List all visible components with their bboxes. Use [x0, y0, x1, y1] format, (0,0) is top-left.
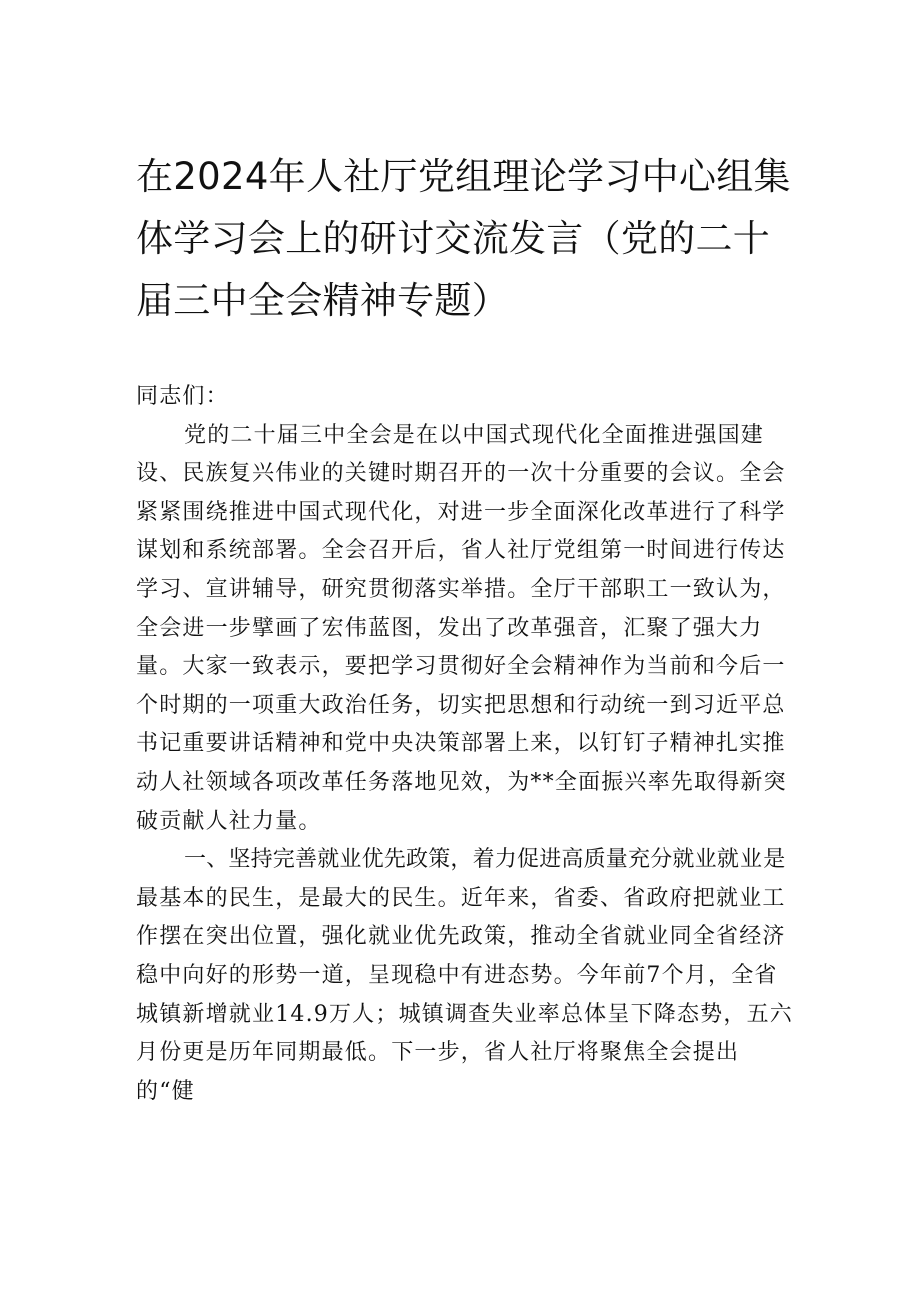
section-1-paragraph	[136, 841, 796, 1111]
intro-paragraph: 党的二十届三中全会是在以中国式现代化全面推进强国建设、民族复兴伟业的关键时期召开的一次十分重要的会议。全会紧紧围绕推进中国式现代化，对进一步全面深化改革进行了科学谋划和系统部署。全会召开后，省人社厅党组第一时间进行传达学习、宣讲辅导，研究贯彻落实举措。全厅干部职工一致认为，全会进一步擘画了宏伟蓝图，发出了改革强音，汇聚了强大力量。大家一致表示，要把学习贯彻好全会精神作为当前和今后一个时期的一项重大政治任务，切实把思想和行动统一到习近平总书记重要讲话精神和党中央决策部署上来，以钉钉子精神扎实推动人社领域各项改革任务落地见效，为**全面振兴率先取得新突破贡献人社力量。	[136, 422, 787, 834]
document-body	[136, 378, 796, 1111]
document-title: 在2024年人社厅党组理论学习中心组集体学习会上的研讨交流发言（党的二十届三中全会精神专题）	[136, 155, 791, 322]
section-1-body: 就业是最基本的民生，是最大的民生。近年来，省委、省政府把就业工作摆在突出位置，强化就业优先政策，推动全省就业同全省经济稳中向好的形势一道，呈现稳中有进态势。今年前7个月，全省城镇新增就业14.9万人；城镇调查失业率总体呈下降态势，五六月份更是历年同期最低。下一步，省人社厅将聚焦全会提出的“健	[136, 847, 793, 1104]
salutation: 同志们：	[136, 384, 229, 409]
section-1-heading: 一、坚持完善就业优先政策，着力促进高质量充分就业	[184, 847, 717, 873]
